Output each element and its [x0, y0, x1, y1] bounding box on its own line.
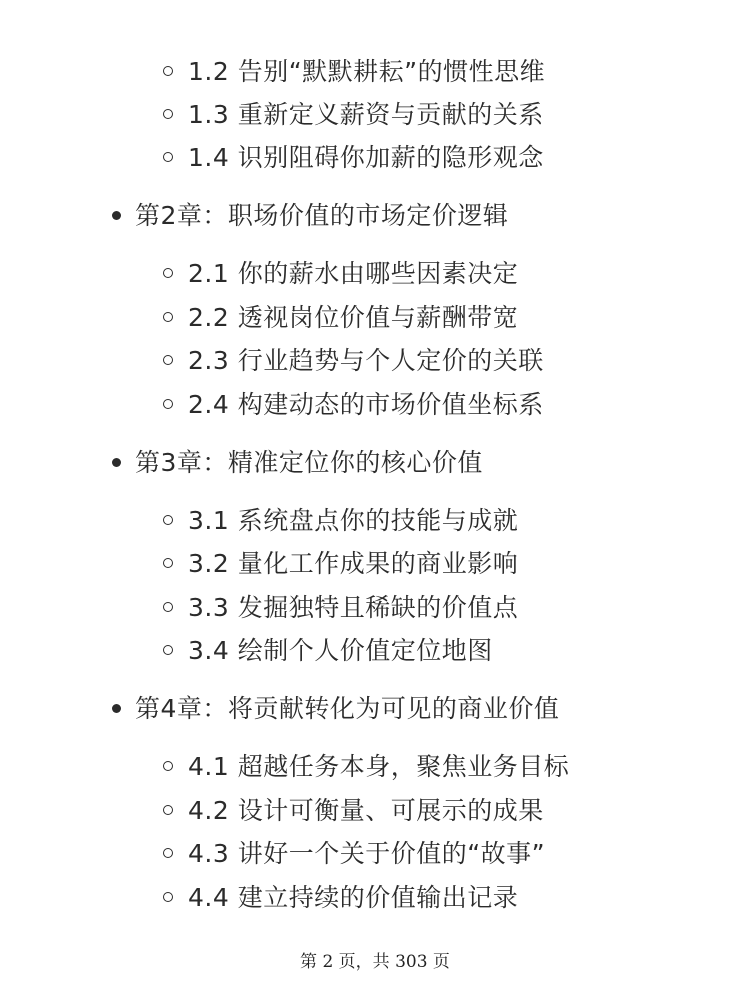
- toc-section-label: 1.3 重新定义薪资与贡献的关系: [188, 100, 544, 129]
- hollow-bullet-icon: [163, 515, 173, 525]
- toc-chapter-2: [112, 199, 508, 233]
- hollow-bullet-icon: [163, 355, 173, 365]
- toc-section-3-3: [163, 591, 518, 625]
- hollow-bullet-icon: [163, 645, 173, 655]
- toc-section-label: 4.4 建立持续的价值输出记录: [188, 883, 519, 912]
- hollow-bullet-icon: [163, 152, 173, 162]
- toc-section-label: 1.2 告别“默默耕耘”的惯性思维: [188, 57, 546, 86]
- toc-section-label: 4.3 讲好一个关于价值的“故事”: [188, 839, 546, 868]
- hollow-bullet-icon: [163, 66, 173, 76]
- toc-section-3-4: [163, 634, 493, 668]
- toc-section-1-2: [163, 55, 545, 89]
- toc-section-label: 3.4 绘制个人价值定位地图: [188, 636, 493, 665]
- toc-section-label: 2.1 你的薪水由哪些因素决定: [188, 259, 519, 288]
- hollow-bullet-icon: [163, 399, 173, 409]
- toc-section-4-4: [163, 881, 518, 915]
- hollow-bullet-icon: [163, 109, 173, 119]
- page-number-footer: 第 2 页，共 303 页: [300, 952, 450, 972]
- toc-section-label: 2.3 行业趋势与个人定价的关联: [188, 346, 544, 375]
- toc-section-2-4: [163, 388, 544, 422]
- toc-section-2-3: [163, 344, 544, 378]
- toc-section-label: 3.2 量化工作成果的商业影响: [188, 549, 519, 578]
- hollow-bullet-icon: [163, 805, 173, 815]
- toc-section-2-1: [163, 257, 518, 291]
- toc-section-label: 2.4 构建动态的市场价值坐标系: [188, 390, 544, 419]
- hollow-bullet-icon: [163, 558, 173, 568]
- hollow-bullet-icon: [163, 312, 173, 322]
- toc-section-4-1: [163, 750, 569, 784]
- toc-section-1-3: [163, 98, 544, 132]
- hollow-bullet-icon: [163, 761, 173, 771]
- toc-chapter-label: 第3章：精准定位你的核心价值: [135, 448, 483, 477]
- toc-section-2-2: [163, 301, 518, 335]
- toc-section-3-1: [163, 504, 518, 538]
- toc-section-label: 4.1 超越任务本身，聚焦业务目标: [188, 752, 570, 781]
- hollow-bullet-icon: [163, 848, 173, 858]
- toc-section-4-3: [163, 837, 545, 871]
- filled-bullet-icon: [112, 458, 121, 467]
- toc-section-label: 2.2 透视岗位价值与薪酬带宽: [188, 303, 519, 332]
- toc-section-label: 1.4 识别阻碍你加薪的隐形观念: [188, 143, 544, 172]
- hollow-bullet-icon: [163, 892, 173, 902]
- hollow-bullet-icon: [163, 602, 173, 612]
- toc-chapter-label: 第2章：职场价值的市场定价逻辑: [135, 201, 509, 230]
- filled-bullet-icon: [112, 211, 121, 220]
- hollow-bullet-icon: [163, 268, 173, 278]
- toc-section-3-2: [163, 547, 518, 581]
- toc-chapter-label: 第4章：将贡献转化为可见的商业价值: [135, 694, 560, 723]
- toc-chapter-3: [112, 446, 483, 480]
- toc-chapter-4: [112, 692, 559, 726]
- toc-section-label: 4.2 设计可衡量、可展示的成果: [188, 796, 544, 825]
- toc-section-4-2: [163, 794, 544, 828]
- toc-section-1-4: [163, 141, 544, 175]
- toc-section-label: 3.3 发掘独特且稀缺的价值点: [188, 593, 519, 622]
- toc-section-label: 3.1 系统盘点你的技能与成就: [188, 506, 519, 535]
- filled-bullet-icon: [112, 704, 121, 713]
